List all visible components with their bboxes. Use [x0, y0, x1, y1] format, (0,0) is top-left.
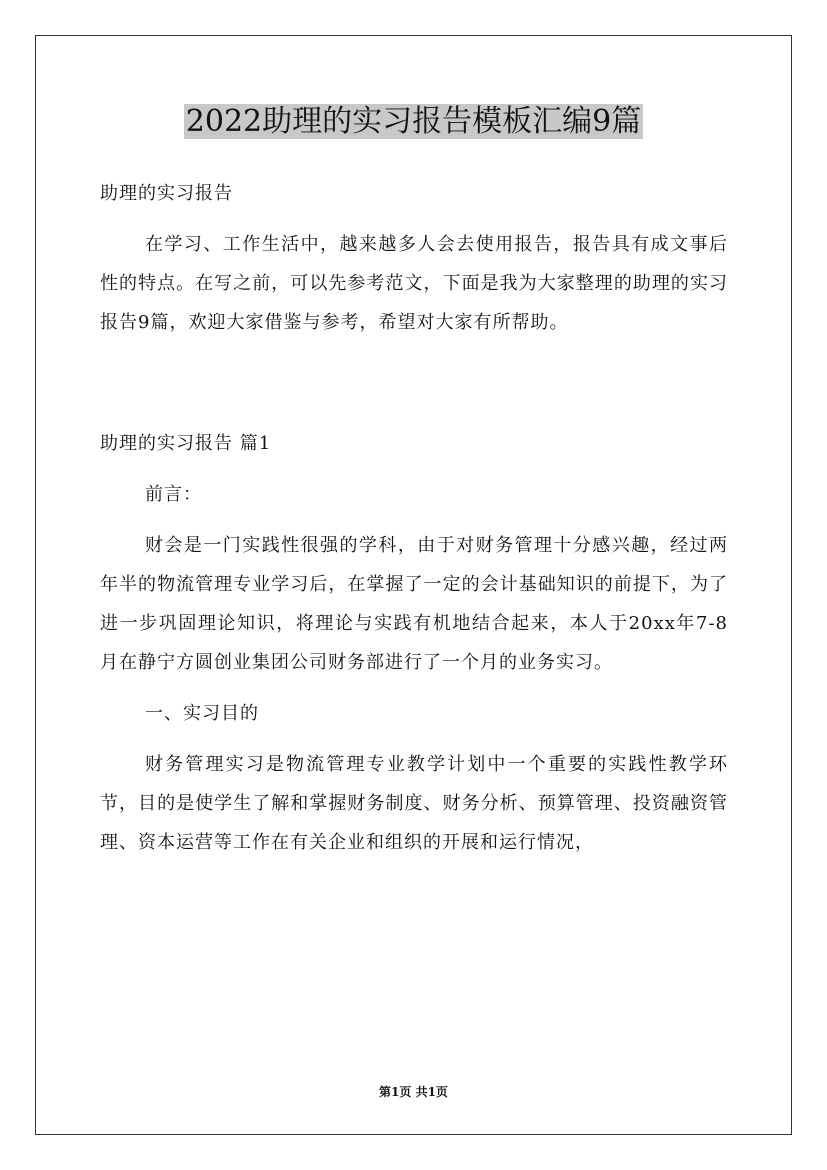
page-number-label: 第1页 共1页 — [379, 1085, 448, 1099]
section1-heading: 助理的实习报告 篇1 — [100, 433, 272, 454]
document-title-text: 2022助理的实习报告模板汇编9篇 — [185, 104, 642, 139]
purpose-paragraph: 财务管理实习是物流管理专业教学计划中一个重要的实践性教学环节，目的是使学生了解和掌握财务制度、财务分析、预算管理、投资融资管理、资本运营等工作在有关企业和组织的开展和运行情况， — [100, 754, 728, 853]
purpose-heading: 一、实习目的 — [145, 703, 259, 724]
intro-heading: 助理的实习报告 — [100, 183, 233, 204]
page-footer — [0, 1084, 827, 1100]
foreword-paragraph: 财会是一门实践性很强的学科，由于对财务管理十分感兴趣，经过两年半的物流管理专业学习后，在掌握了一定的会计基础知识的前提下，为了进一步巩固理论知识，将理论与实践有机地结合起来，本人于20xx年7-8月在静宁方圆创业集团公司财务部进行了一个月的业务实习。 — [100, 535, 728, 673]
document-body — [100, 174, 728, 862]
foreword-label: 前言： — [145, 484, 202, 505]
document-title — [0, 101, 827, 143]
intro-paragraph: 在学习、工作生活中，越来越多人会去使用报告，报告具有成文事后性的特点。在写之前，可以先参考范文，下面是我为大家整理的助理的实习报告9篇，欢迎大家借鉴与参考，希望对大家有所帮助。 — [100, 234, 728, 333]
